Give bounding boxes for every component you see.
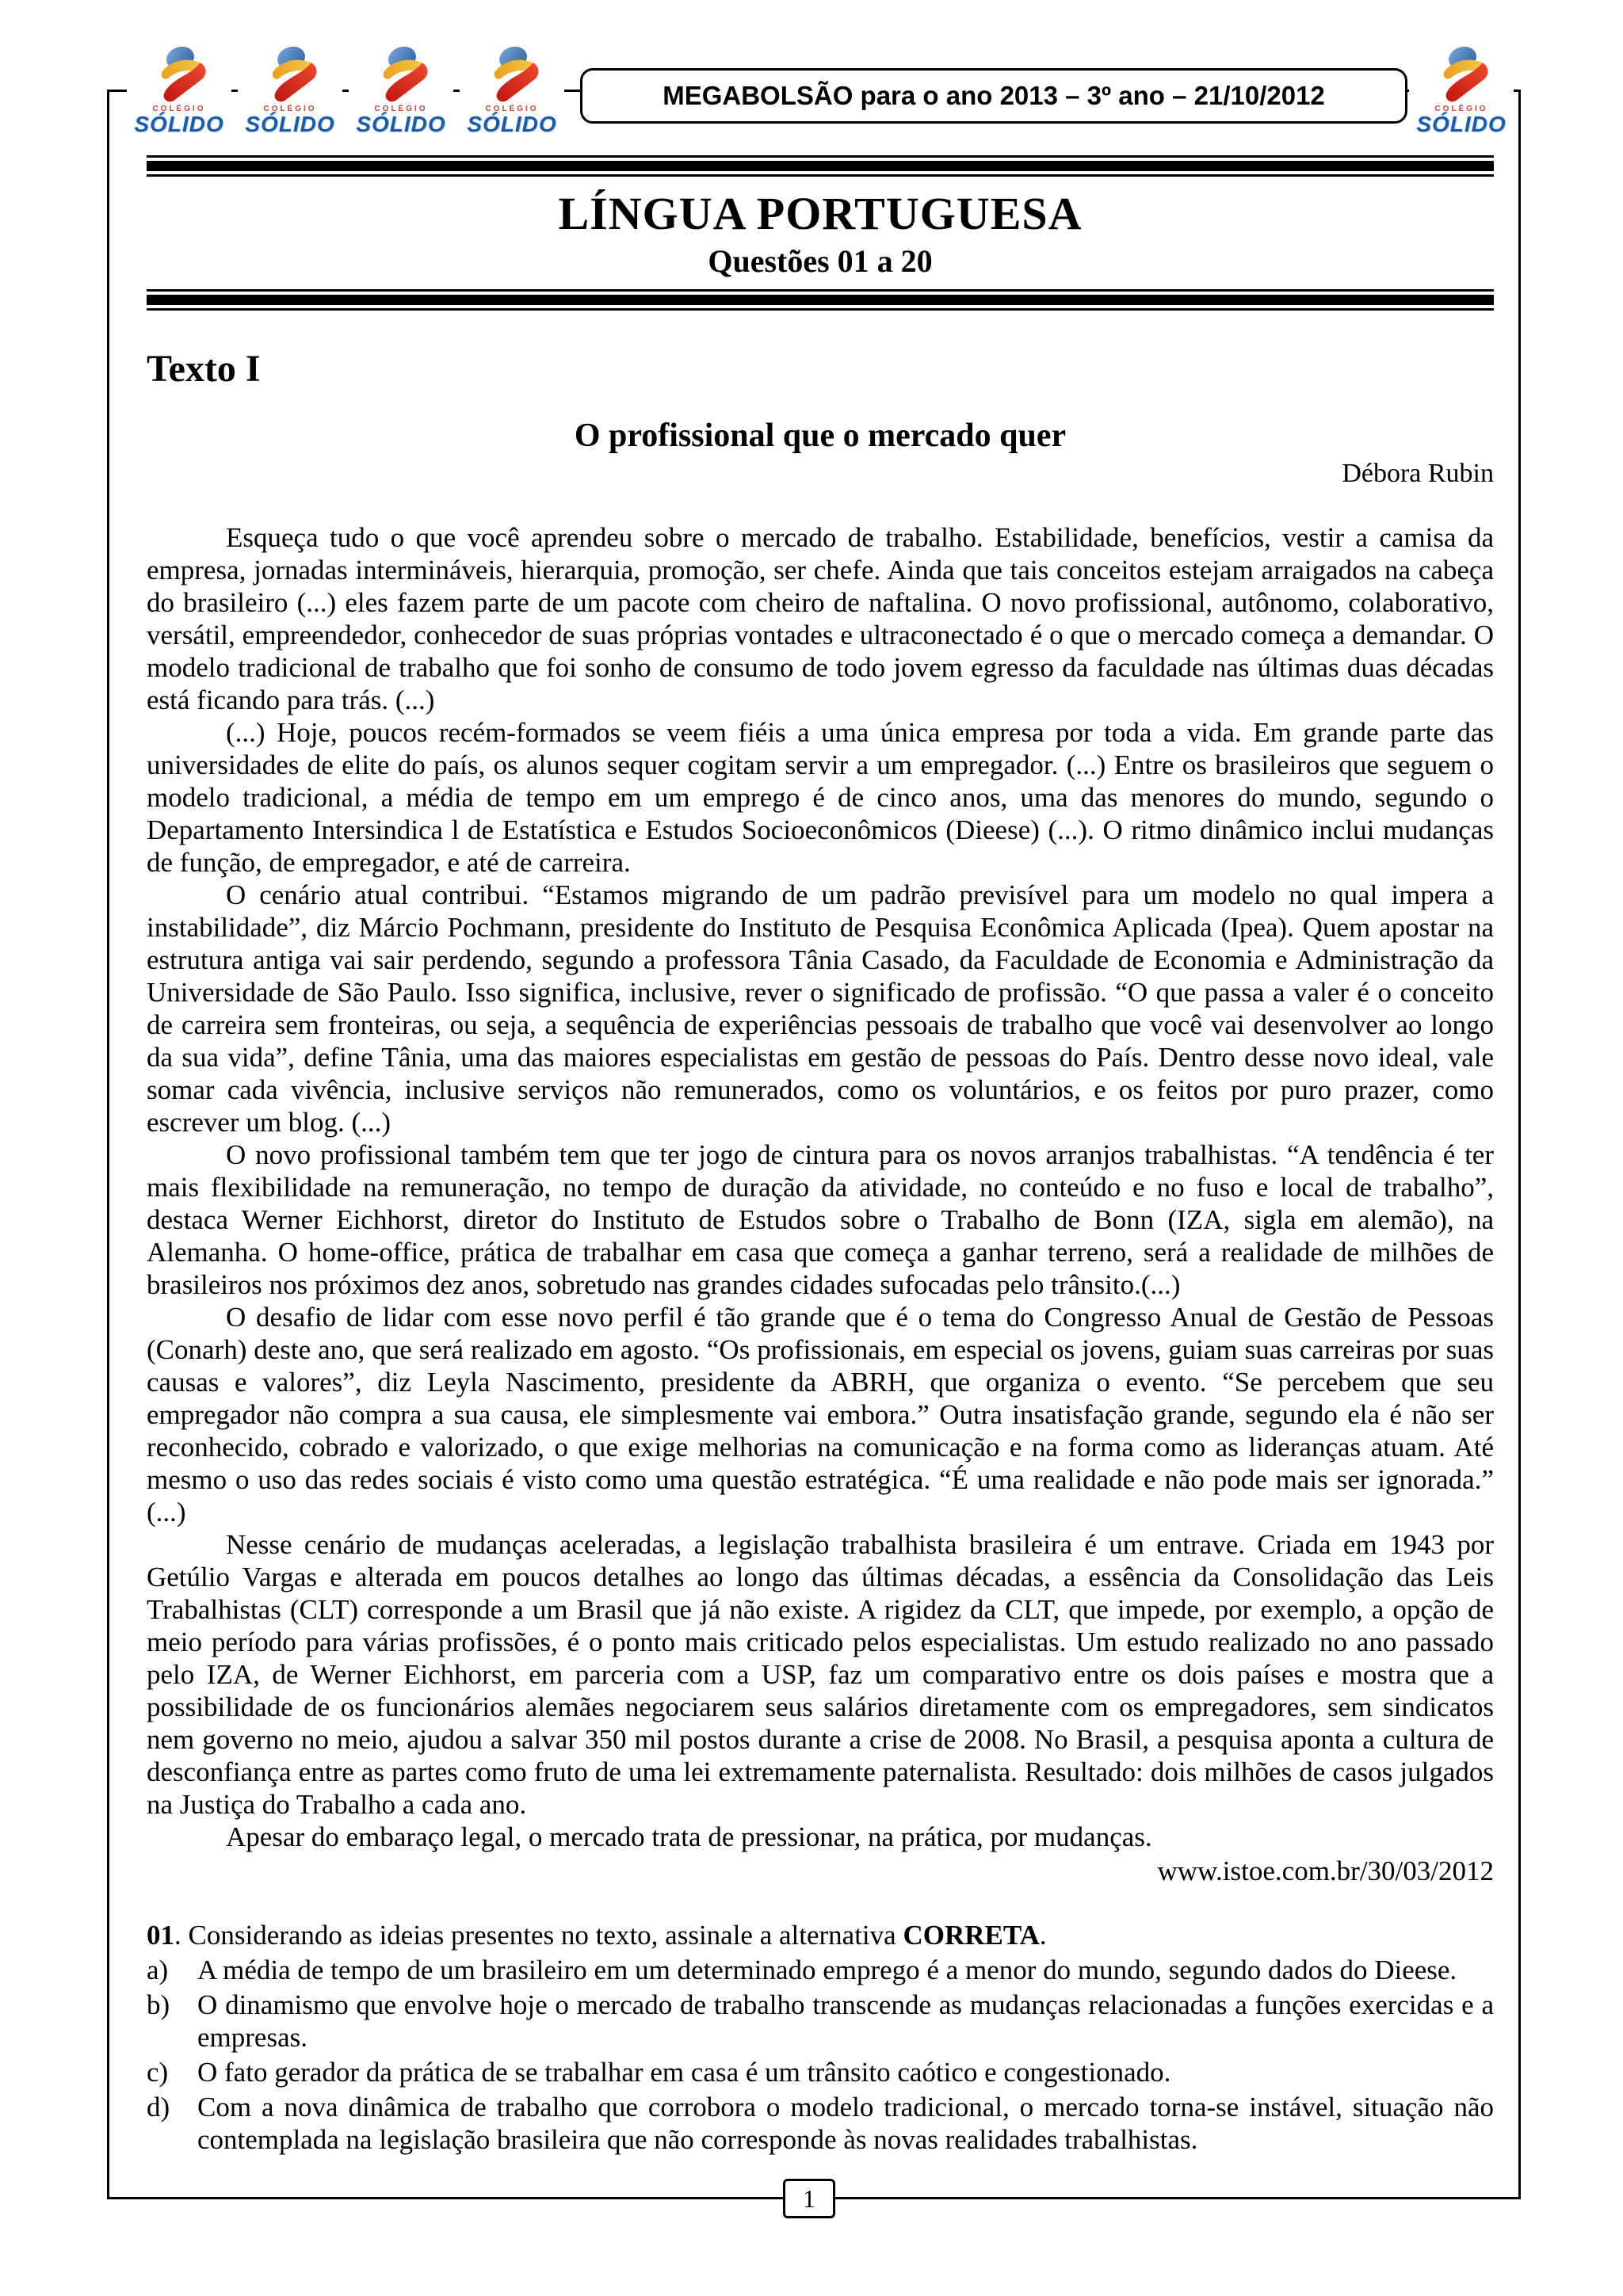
option-text: A média de tempo de um brasileiro em um determinado emprego é a menor do mundo, segundo dados do Dieese. bbox=[197, 1955, 1457, 1985]
question-prompt-text: . Considerando as ideias presentes no texto, assinale a alternativa bbox=[174, 1920, 903, 1951]
school-logo bbox=[127, 44, 231, 139]
option-letter: b) bbox=[147, 1989, 170, 2020]
article-paragraph: O desafio de lidar com esse novo perfil é tão grande que é o tema do Congresso Anual de Gestão de Pessoas (Conarh) deste ano, que será realizado em agosto. “Os profissionais, em especial os jovens, guiam suas carreiras por suas causas e valores”, diz Leyla Nascimento, presidente da ABRH, que organiza o evento. “Se percebem que seu empregador não compra a sua causa, ele simplesmente vai embora.” Outra insatisfação grande, segundo ela é não ser reconhecido, cobrado e valorizado, o que exige melhorias na comunicação e na forma como as lideranças atuam. Até mesmo o uso das redes sociais é visto como uma questão estratégica. “É uma realidade e não pode mais ser ignorada.” (...) bbox=[147, 1302, 1494, 1527]
exam-banner: MEGABOLSÃO para o ano 2013 – 3º ano – 21/10/2012 bbox=[580, 68, 1407, 124]
logo-solido-text: SÓLIDO bbox=[245, 112, 335, 136]
logo-solido-text: SÓLIDO bbox=[356, 112, 446, 136]
option-letter: a) bbox=[147, 1955, 169, 1985]
option-c bbox=[147, 2056, 1494, 2088]
school-logo bbox=[238, 44, 342, 139]
frame-left-border bbox=[107, 90, 109, 2199]
solido-swirl-icon bbox=[1432, 45, 1491, 104]
frame-right-border bbox=[1518, 90, 1521, 2199]
article-title: O profissional que o mercado quer bbox=[574, 418, 1067, 454]
option-letter: c) bbox=[147, 2057, 169, 2088]
question-prompt-bold: CORRETA bbox=[903, 1920, 1040, 1951]
solido-swirl-icon bbox=[372, 45, 430, 104]
article-source: www.istoe.com.br/30/03/2012 bbox=[1157, 1855, 1494, 1886]
option-a bbox=[147, 1954, 1494, 1986]
logo-colegio-text: COLÉGIO bbox=[1434, 105, 1488, 113]
question-01 bbox=[147, 1919, 1494, 2156]
solido-swirl-icon bbox=[483, 45, 541, 104]
logo-solido-text: SÓLIDO bbox=[467, 112, 557, 136]
article-paragraph: Esqueça tudo o que você aprendeu sobre o mercado de trabalho. Estabilidade, benefícios, vestir a camisa da empresa, jornadas intermináveis, hierarquia, promoção, ser chefe. Ainda que tais conceitos estejam arraigados na cabeça do brasileiro (...) eles fazem parte de um pacote com cheiro de naftalina. O novo profissional, autônomo, colaborativo, versátil, empreendedor, conhecedor de suas próprias vontades e ultraconectado é o que o mercado começa a demandar. O modelo tradicional de trabalho que foi sonho de consumo de todo jovem egresso da faculdade nas últimas duas décadas está ficando para trás. (...) bbox=[147, 522, 1494, 715]
text-label: Texto I bbox=[147, 348, 261, 390]
question-prompt-end: . bbox=[1039, 1920, 1047, 1951]
solido-swirl-icon bbox=[150, 45, 208, 104]
article-body bbox=[147, 521, 1494, 1853]
content-column bbox=[147, 155, 1494, 2156]
option-text: Com a nova dinâmica de trabalho que corrobora o modelo tradicional, o mercado torna-se instável, situação não contemplada na legislação brasileira que não corresponde às novas realidades trabalhistas. bbox=[197, 2092, 1494, 2155]
school-logo bbox=[349, 44, 453, 139]
option-letter: d) bbox=[147, 2092, 170, 2122]
logo-solido-text: SÓLIDO bbox=[134, 112, 224, 136]
section-divider-bottom bbox=[147, 289, 1494, 311]
option-text: O dinamismo que envolve hoje o mercado de trabalho transcende as mudanças relacionadas a funções exercidas e a empresas. bbox=[197, 1989, 1494, 2053]
article-paragraph: Apesar do embaraço legal, o mercado trata de pressionar, na prática, por mudanças. bbox=[226, 1821, 1152, 1852]
option-d bbox=[147, 2091, 1494, 2156]
school-logo bbox=[460, 44, 564, 139]
page-number-box bbox=[783, 2179, 835, 2218]
school-logo bbox=[1409, 44, 1514, 139]
article-paragraph: Nesse cenário de mudanças aceleradas, a legislação trabalhista brasileira é um entrave. Criada em 1943 por Getúlio Vargas e alterada em poucos detalhes ao longo das últimas décadas, a essência da Consolidação das Leis Trabalhistas (CLT) corresponde a um Brasil que já não existe. A rigidez da CLT, que impede, por exemplo, a opção de meio período para várias profissões, é o ponto mais criticado pelos especialistas. Um estudo realizado no ano passado pelo IZA, de Werner Eichhorst, em parceria com a USP, faz um comparativo entre os dois países e mostra que a possibilidade de os funcionários alemães negociarem seus salários diretamente com os empregadores, sem sindicatos nem governo no meio, ajudou a salvar 350 mil postos durante a crise de 2008. No Brasil, a pesquisa aponta a cultura de desconfiança entre as partes como fruto de uma lei extremamente paternalista. Resultado: dois milhões de casos julgados na Justiça do Trabalho a cada ano. bbox=[147, 1529, 1494, 1820]
header-logos bbox=[127, 44, 564, 139]
solido-swirl-icon bbox=[261, 45, 319, 104]
article-paragraph: (...) Hoje, poucos recém-formados se veem fiéis a uma única empresa por toda a vida. Em grande parte das universidades de elite do país, os alunos sequer cogitam servir a um empregador. (...) Entre os brasileiros que seguem o modelo tradicional, a média de tempo em um emprego é de cinco anos, uma das menores do mundo, segundo o Departamento Intersindica l de Estatística e Estudos Socioeconômicos (Dieese) (...). O ritmo dinâmico inclui mudanças de função, de empregador, e até de carreira. bbox=[147, 717, 1494, 878]
section-title: LÍNGUA PORTUGUESA bbox=[558, 188, 1083, 239]
logo-colegio-text: COLÉGIO bbox=[485, 105, 539, 113]
logo-colegio-text: COLÉGIO bbox=[263, 105, 317, 113]
logo-colegio-text: COLÉGIO bbox=[374, 105, 428, 113]
question-options bbox=[147, 1954, 1494, 2156]
page-number: 1 bbox=[803, 2183, 815, 2213]
article-paragraph: O novo profissional também tem que ter jogo de cintura para os novos arranjos trabalhistas. “A tendência é ter mais flexibilidade na remuneração, no tempo de duração da atividade, no conteúdo e no fuso e local de trabalho”, destaca Werner Eichhorst, diretor do Instituto de Estudos sobre o Trabalho de Bonn (IZA, sigla em alemão), na Alemanha. O home-office, prática de trabalhar em casa que começa a ganhar terreno, será a realidade de milhões de brasileiros nos próximos dez anos, sobretudo nas grandes cidades sufocadas pelo trânsito.(...) bbox=[147, 1139, 1494, 1300]
section-divider-top bbox=[147, 155, 1494, 177]
article-paragraph: O cenário atual contribui. “Estamos migrando de um padrão previsível para um modelo no qual impera a instabilidade”, diz Márcio Pochmann, presidente do Instituto de Pesquisa Econômica Aplicada (Ipea). Quem apostar na estrutura antiga vai sair perdendo, segundo a professora Tânia Casado, da Faculdade de Economia e Administração da Universidade de São Paulo. Isso significa, inclusive, rever o significado de profissão. “O que passa a valer é o conceito de carreira sem fronteiras, ou seja, a sequência de experiências pessoais de trabalho que você vai desenvolver ao longo da sua vida”, define Tânia, uma das maiores especialistas em gestão de pessoas do País. Dentro desse novo ideal, vale somar cada vivência, inclusive serviços não remunerados, como os voluntários, e os feitos por puro prazer, como escrever um blog. (...) bbox=[147, 879, 1494, 1138]
option-text: O fato gerador da prática de se trabalhar em casa é um trânsito caótico e congestionado. bbox=[197, 2057, 1171, 2088]
section-subtitle: Questões 01 a 20 bbox=[708, 243, 933, 279]
logo-colegio-text: COLÉGIO bbox=[152, 105, 206, 113]
option-b bbox=[147, 1989, 1494, 2054]
question-number: 01 bbox=[147, 1920, 174, 1951]
logo-solido-text: SÓLIDO bbox=[1416, 112, 1507, 136]
question-prompt bbox=[147, 1919, 1494, 1951]
article-byline: Débora Rubin bbox=[1342, 459, 1494, 488]
